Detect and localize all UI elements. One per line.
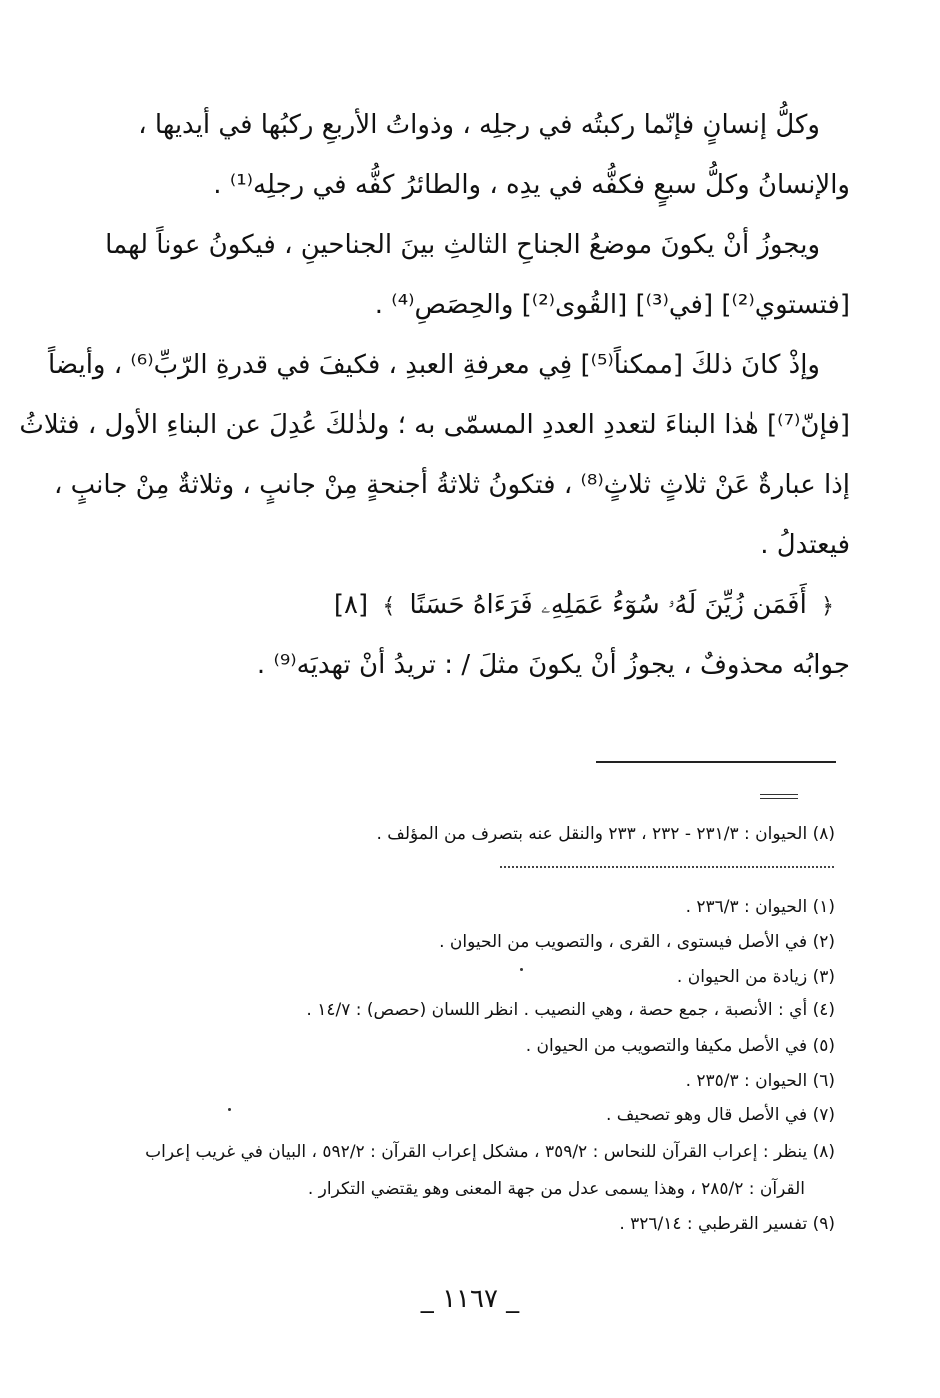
continuation-mark bbox=[760, 794, 798, 799]
footnote-separator bbox=[596, 761, 836, 763]
footnote-8-continued: القرآن : ٢٨٥/٢ ، وهذا يسمى عدل من جهة المعنى وهو يقتضي التكرار . bbox=[307, 1179, 805, 1199]
text-line-8: فيعتدلُ . bbox=[760, 530, 850, 560]
footnote-2: (٢) في الأصل فيستوى ، القرى ، والتصويب من الحيوان . bbox=[439, 932, 835, 952]
quran-verse bbox=[150, 575, 850, 635]
footnote-1: (١) الحيوان : ٢٣٦/٣ . bbox=[685, 897, 835, 917]
footnote-7: (٧) في الأصل قال وهو تصحيف . bbox=[605, 1105, 835, 1125]
verse-text: أَفَمَن زُيِّنَ لَهُۥ سُوٓءُ عَمَلِهِۦ فَرَءَاهُ حَسَنًا bbox=[409, 590, 807, 620]
footnote-4: (٤) أي : الأنصبة ، جمع حصة ، وهي النصيب . انظر اللسان (حصص) : ١٤/٧ . bbox=[306, 1000, 835, 1020]
footnote-9: (٩) تفسير القرطبي : ٣٢٦/١٤ . bbox=[619, 1214, 835, 1234]
scan-speck bbox=[520, 968, 523, 971]
verse-open-bracket: ﴿ bbox=[821, 594, 834, 619]
verse-reference: [٨] bbox=[333, 590, 369, 620]
text-line-5: وإذْ كانَ ذلكَ [ممكناً⁽⁵⁾] فِي معرفةِ العبدِ ، فكيفَ في قدرةِ الرّبِّ⁽⁶⁾ ، وأيضاً bbox=[47, 350, 820, 380]
page-number: _ ١١٦٧ _ bbox=[420, 1284, 520, 1314]
footnote-continued: (٨) الحيوان : ٢٣١/٣ - ٢٣٢ ، ٢٣٣ والنقل عنه بتصرف من المؤلف . bbox=[376, 824, 835, 844]
text-line-4: [فتستوي⁽²⁾] [في⁽³⁾] [القُوى⁽²⁾] والحِصَصِ⁽⁴⁾ . bbox=[374, 290, 850, 320]
footnote-8: (٨) ينظر : إعراب القرآن للنحاس : ٣٥٩/٢ ، مشكل إعراب القرآن : ٥٩٢/٢ ، البيان في غريب إعراب bbox=[145, 1142, 835, 1162]
dotted-separator bbox=[500, 866, 834, 868]
text-line-2: والإنسانُ وكلُّ سبعٍ فكفُّه في يدِه ، والطائرُ كفُّه في رجلِه⁽¹⁾ . bbox=[213, 170, 850, 200]
text-line-6: [فإنّ⁽⁷⁾] هٰذا البناءَ لتعددِ العددِ المسمّى به ؛ ولذٰلكَ عُدِلَ عن البناءِ الأول ، فثلاثُ bbox=[19, 410, 850, 440]
footnote-3: (٣) زيادة من الحيوان . bbox=[676, 967, 835, 987]
text-line-3: ويجوزُ أنْ يكونَ موضعُ الجناحِ الثالثِ بينَ الجناحينِ ، فيكونُ عوناً لهما bbox=[105, 230, 820, 260]
footnote-6: (٦) الحيوان : ٢٣٥/٣ . bbox=[685, 1071, 835, 1091]
text-line-1: وكلُّ إنسانٍ فإنّما ركبتُه في رجلِه ، وذواتُ الأربعِ ركبُها في أيديها ، bbox=[138, 110, 820, 140]
verse-close-bracket: ﴾ bbox=[382, 594, 396, 619]
text-line-after-verse: جوابُه محذوفٌ ، يجوزُ أنْ يكونَ مثلَ / : تريدُ أنْ تهديَه⁽⁹⁾ . bbox=[256, 650, 850, 680]
scan-speck bbox=[228, 1108, 231, 1111]
text-line-7: إذا عبارةٌ عَنْ ثلاثٍ ثلاثٍ⁽⁸⁾ ، فتكونُ ثلاثةُ أجنحةٍ مِنْ جانبٍ ، وثلاثةٌ مِنْ جانبٍ ، bbox=[54, 470, 850, 500]
footnote-5: (٥) في الأصل مكيفا والتصويب من الحيوان . bbox=[525, 1036, 835, 1056]
main-text bbox=[19, 95, 850, 695]
